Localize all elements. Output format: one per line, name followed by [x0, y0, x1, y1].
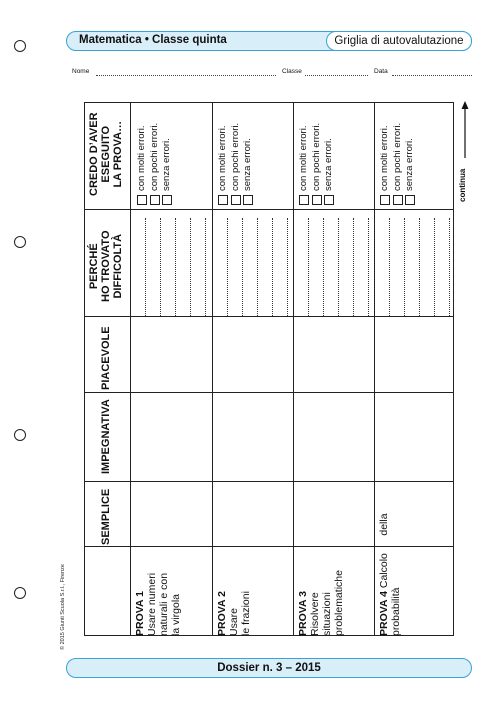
checkbox[interactable]	[393, 195, 403, 205]
name-field[interactable]	[96, 75, 276, 76]
header-credo: CREDO D’AVER ESEGUITO LA PROVA…	[88, 112, 124, 196]
checkbox[interactable]	[231, 195, 241, 205]
prova-2-cell: PROVA 2 Usare le frazioni	[216, 591, 252, 636]
answer-line[interactable]	[257, 218, 258, 316]
checkbox[interactable]	[137, 195, 147, 205]
options-prova-3: con molti errori. con pochi errori. senza errori.	[298, 123, 336, 205]
answer-line[interactable]	[227, 218, 228, 316]
row-divider	[85, 316, 453, 317]
column-divider	[374, 103, 375, 635]
checkbox[interactable]	[312, 195, 322, 205]
continua-label: continua	[458, 168, 467, 202]
binder-hole	[14, 236, 26, 248]
column-divider	[293, 103, 294, 635]
header-piacevole: PIACEVOLE	[100, 326, 112, 390]
answer-line[interactable]	[368, 218, 369, 316]
options-prova-1: con molti errori. con pochi errori. senza errori.	[136, 123, 174, 205]
document-title: Griglia di autovalutazione	[326, 31, 472, 51]
answer-line[interactable]	[242, 218, 243, 316]
header-impegnativa: IMPEGNATIVA	[100, 399, 112, 474]
arrow-up-icon	[460, 100, 470, 160]
answer-line[interactable]	[338, 218, 339, 316]
row-divider	[85, 209, 453, 210]
checkbox[interactable]	[380, 195, 390, 205]
answer-line[interactable]	[272, 218, 273, 316]
date-field[interactable]	[392, 75, 472, 76]
answer-line[interactable]	[160, 218, 161, 316]
answer-line[interactable]	[145, 218, 146, 316]
column-divider	[130, 103, 131, 635]
binder-hole	[14, 40, 26, 52]
answer-line[interactable]	[419, 218, 420, 316]
column-divider	[212, 103, 213, 635]
binder-hole	[14, 587, 26, 599]
checkbox[interactable]	[150, 195, 160, 205]
answer-line[interactable]	[434, 218, 435, 316]
class-field[interactable]	[305, 75, 368, 76]
answer-line[interactable]	[353, 218, 354, 316]
class-label: Classe	[282, 68, 302, 75]
options-prova-4: con molti errori. con pochi errori. senza errori.	[379, 123, 417, 205]
answer-line[interactable]	[287, 218, 288, 316]
answer-line[interactable]	[175, 218, 176, 316]
footer-bar: Dossier n. 3 – 2015	[66, 658, 472, 678]
binder-hole	[14, 429, 26, 441]
prova-4-cell: PROVA 4 Calcolo della probabilità	[378, 513, 402, 636]
name-label: Nome	[72, 68, 90, 75]
row-divider	[85, 481, 453, 482]
checkbox[interactable]	[299, 195, 309, 205]
header-bar	[66, 31, 472, 51]
checkbox[interactable]	[162, 195, 172, 205]
date-label: Data	[374, 68, 388, 75]
checkbox[interactable]	[218, 195, 228, 205]
copyright-notice: © 2015 Giunti Scuola S.r.l., Firenze	[60, 564, 66, 650]
prova-3-cell: PROVA 3 Risolvere situazioni problematiche	[297, 570, 345, 636]
answer-line[interactable]	[190, 218, 191, 316]
row-divider	[85, 392, 453, 393]
answer-line[interactable]	[389, 218, 390, 316]
answer-line[interactable]	[323, 218, 324, 316]
answer-line[interactable]	[308, 218, 309, 316]
checkbox[interactable]	[243, 195, 253, 205]
header-difficolta: PERCHÉ HO TROVATO DIFFICOLTÀ	[88, 230, 124, 302]
checkbox[interactable]	[324, 195, 334, 205]
header-semplice: SEMPLICE	[100, 488, 112, 545]
subject-title: Matematica • Classe quinta	[79, 34, 227, 46]
answer-line[interactable]	[449, 218, 450, 316]
checkbox[interactable]	[405, 195, 415, 205]
answer-line[interactable]	[404, 218, 405, 316]
options-prova-2: con molti errori. con pochi errori. senza errori.	[217, 123, 255, 205]
answer-line[interactable]	[205, 218, 206, 316]
prova-1-cell: PROVA 1 Usare numeri naturali e con la virgola	[134, 572, 182, 636]
